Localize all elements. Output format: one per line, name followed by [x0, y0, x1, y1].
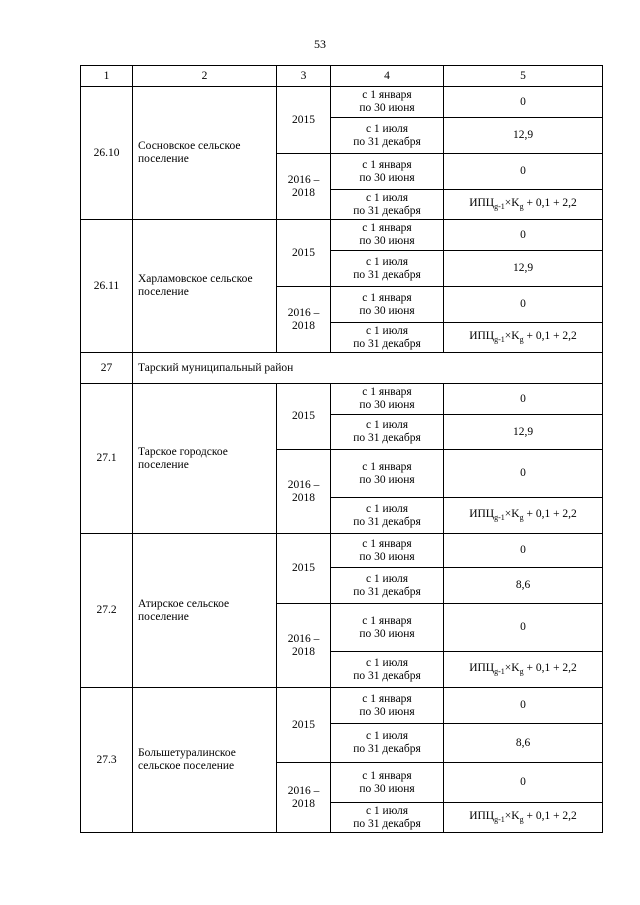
formula-tail: + 0,1 + 2,2	[523, 809, 577, 822]
formula-tail: + 0,1 + 2,2	[523, 661, 577, 674]
value-cell	[444, 803, 603, 833]
formula-mid: ×K	[504, 507, 520, 520]
period-cell: с 1 июля по 31 декабря	[331, 568, 444, 604]
formula-mid: ×K	[504, 329, 520, 342]
period-cell: с 1 января по 30 июня	[331, 287, 444, 323]
value-cell: 0	[444, 688, 603, 724]
tariff-table	[80, 65, 603, 833]
period-cell: с 1 июля по 31 декабря	[331, 803, 444, 833]
formula-mid: ×K	[504, 809, 520, 822]
header-cell-2: 2	[133, 66, 277, 87]
district-name: Тарский муниципальный район	[133, 353, 603, 384]
formula-sub-1: g-1	[494, 666, 505, 676]
value-cell: 8,6	[444, 568, 603, 604]
year-cell: 2016 – 2018	[277, 450, 331, 534]
formula-sub-2: g	[519, 666, 524, 676]
period-cell: с 1 января по 30 июня	[331, 384, 444, 415]
period-cell: с 1 июля по 31 декабря	[331, 724, 444, 763]
value-cell: 0	[444, 450, 603, 498]
table-row	[81, 534, 603, 568]
year-cell: 2016 – 2018	[277, 763, 331, 833]
settlement-name: Большетуралинское сельское поселение	[133, 688, 277, 833]
formula-sub-2: g	[519, 814, 524, 824]
period-cell: с 1 июля по 31 декабря	[331, 498, 444, 534]
settlement-name: Атирское сельское поселение	[133, 534, 277, 688]
value-cell: 0	[444, 87, 603, 118]
year-cell: 2016 – 2018	[277, 287, 331, 353]
formula-sub-1: g-1	[494, 814, 505, 824]
formula-mid: ×K	[504, 196, 520, 209]
value-cell: 0	[444, 763, 603, 803]
table-row	[81, 87, 603, 118]
year-cell: 2016 – 2018	[277, 604, 331, 688]
year-cell: 2015	[277, 220, 331, 287]
settlement-name: Харламовское сельское поселение	[133, 220, 277, 353]
value-cell	[444, 652, 603, 688]
period-cell: с 1 января по 30 июня	[331, 154, 444, 190]
value-cell: 12,9	[444, 415, 603, 450]
value-cell: 0	[444, 220, 603, 251]
period-cell: с 1 января по 30 июня	[331, 604, 444, 652]
year-cell: 2015	[277, 688, 331, 763]
settlement-name: Сосновское сельское поселение	[133, 87, 277, 220]
year-cell: 2015	[277, 534, 331, 604]
period-cell: с 1 июля по 31 декабря	[331, 652, 444, 688]
section-number: 27.1	[81, 384, 133, 534]
value-cell: 0	[444, 384, 603, 415]
section-number: 26.10	[81, 87, 133, 220]
value-cell: 8,6	[444, 724, 603, 763]
formula-sub-1: g-1	[494, 512, 505, 522]
table-row	[81, 220, 603, 251]
header-cell-5: 5	[444, 66, 603, 87]
period-cell: с 1 июля по 31 декабря	[331, 323, 444, 353]
year-cell: 2015	[277, 87, 331, 154]
formula-base: ИПЦ	[469, 196, 495, 209]
formula-base: ИПЦ	[469, 661, 495, 674]
period-cell: с 1 июля по 31 декабря	[331, 190, 444, 220]
table-row	[81, 384, 603, 415]
section-number: 26.11	[81, 220, 133, 353]
formula-tail: + 0,1 + 2,2	[523, 329, 577, 342]
value-cell: 12,9	[444, 251, 603, 287]
value-cell: 0	[444, 154, 603, 190]
section-number: 27.2	[81, 534, 133, 688]
formula-sub-2: g	[519, 201, 524, 211]
period-cell: с 1 января по 30 июня	[331, 763, 444, 803]
period-cell: с 1 января по 30 июня	[331, 688, 444, 724]
period-cell: с 1 июля по 31 декабря	[331, 251, 444, 287]
formula-mid: ×K	[504, 661, 520, 674]
formula-base: ИПЦ	[469, 329, 495, 342]
value-cell: 12,9	[444, 118, 603, 154]
value-cell: 0	[444, 534, 603, 568]
year-cell: 2016 – 2018	[277, 154, 331, 220]
value-cell	[444, 498, 603, 534]
formula-sub-2: g	[519, 512, 524, 522]
value-cell: 0	[444, 604, 603, 652]
formula-sub-2: g	[519, 334, 524, 344]
period-cell: с 1 января по 30 июня	[331, 450, 444, 498]
header-row	[81, 66, 603, 87]
value-cell	[444, 190, 603, 220]
formula-base: ИПЦ	[469, 809, 495, 822]
value-cell: 0	[444, 287, 603, 323]
header-cell-3: 3	[277, 66, 331, 87]
header-cell-4: 4	[331, 66, 444, 87]
settlement-name: Тарское городское поселение	[133, 384, 277, 534]
period-cell: с 1 июля по 31 декабря	[331, 118, 444, 154]
formula-sub-1: g-1	[494, 334, 505, 344]
formula-base: ИПЦ	[469, 507, 495, 520]
section-number: 27.3	[81, 688, 133, 833]
section-number: 27	[81, 353, 133, 384]
period-cell: с 1 января по 30 июня	[331, 87, 444, 118]
period-cell: с 1 января по 30 июня	[331, 220, 444, 251]
header-cell-1: 1	[81, 66, 133, 87]
table-row	[81, 688, 603, 724]
district-row	[81, 353, 603, 384]
formula-tail: + 0,1 + 2,2	[523, 507, 577, 520]
period-cell: с 1 июля по 31 декабря	[331, 415, 444, 450]
page-number: 53	[314, 37, 326, 51]
year-cell: 2015	[277, 384, 331, 450]
value-cell	[444, 323, 603, 353]
formula-tail: + 0,1 + 2,2	[523, 196, 577, 209]
formula-sub-1: g-1	[494, 201, 505, 211]
period-cell: с 1 января по 30 июня	[331, 534, 444, 568]
